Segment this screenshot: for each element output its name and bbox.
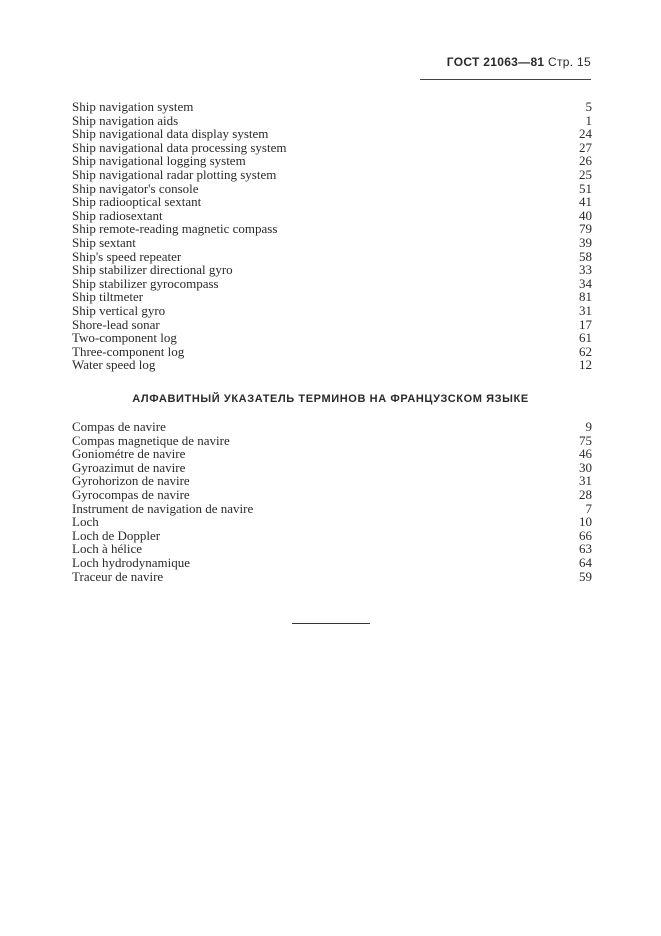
index-entry xyxy=(72,290,592,304)
index-entry xyxy=(72,168,592,182)
index-term: Loch xyxy=(72,514,99,530)
term-number: 79 xyxy=(579,221,592,237)
index-entry xyxy=(72,127,592,141)
term-number: 25 xyxy=(579,166,592,182)
index-term: Loch hydrodynamique xyxy=(72,554,191,570)
term-number: 59 xyxy=(579,568,592,584)
term-number: 40 xyxy=(579,207,592,223)
term-number: 26 xyxy=(579,153,592,169)
term-number: 75 xyxy=(579,432,592,448)
term-number: 1 xyxy=(585,112,592,128)
page-header xyxy=(447,55,591,69)
index-term: Two-component log xyxy=(72,330,177,346)
end-rule xyxy=(292,623,370,624)
french-term-index xyxy=(72,420,592,583)
index-entry xyxy=(72,461,592,475)
index-term: Ship's speed repeater xyxy=(72,248,182,264)
index-term: Gyrocompas de navire xyxy=(72,486,190,502)
index-term: Ship radiosextant xyxy=(72,207,163,223)
index-term: Ship stabilizer gyrocompass xyxy=(72,275,219,291)
index-entry xyxy=(72,447,592,461)
term-number: 64 xyxy=(579,554,592,570)
index-entry xyxy=(72,263,592,277)
index-entry xyxy=(72,358,592,372)
term-number: 61 xyxy=(579,330,592,346)
term-number: 51 xyxy=(579,180,592,196)
term-number: 17 xyxy=(579,316,592,332)
term-number: 33 xyxy=(579,262,592,278)
index-entry xyxy=(72,474,592,488)
term-number: 63 xyxy=(579,541,592,557)
index-term: Gyroazimut de navire xyxy=(72,459,186,475)
index-entry xyxy=(72,331,592,345)
index-entry xyxy=(72,570,592,584)
term-number: 66 xyxy=(579,527,592,543)
page-number: Стр. 15 xyxy=(548,55,591,69)
index-term: Ship radiooptical sextant xyxy=(72,194,202,210)
term-number: 10 xyxy=(579,514,592,530)
index-term: Gyrohorizon de navire xyxy=(72,473,190,489)
index-entry xyxy=(72,154,592,168)
index-term: Ship vertical gyro xyxy=(72,302,166,318)
index-term: Ship navigational data display system xyxy=(72,126,269,142)
term-number: 24 xyxy=(579,126,592,142)
term-number: 7 xyxy=(585,500,592,516)
index-entry xyxy=(72,114,592,128)
term-number: 5 xyxy=(585,99,592,114)
term-number: 39 xyxy=(579,234,592,250)
index-term: Ship stabilizer directional gyro xyxy=(72,262,233,278)
index-term: Ship sextant xyxy=(72,234,136,250)
index-entry xyxy=(72,195,592,209)
term-number: 30 xyxy=(579,459,592,475)
index-entry xyxy=(72,420,592,434)
header-rule xyxy=(420,79,591,80)
term-number: 31 xyxy=(579,473,592,489)
index-entry xyxy=(72,100,592,114)
index-term: Water speed log xyxy=(72,357,156,373)
index-entry xyxy=(72,318,592,332)
index-entry xyxy=(72,556,592,570)
term-number: 27 xyxy=(579,139,592,155)
term-number: 58 xyxy=(579,248,592,264)
index-term: Three-component log xyxy=(72,343,185,359)
term-number: 12 xyxy=(579,357,592,373)
index-term: Compas magnetique de navire xyxy=(72,432,230,448)
index-entry xyxy=(72,502,592,516)
index-term: Ship navigational logging system xyxy=(72,153,246,169)
term-number: 31 xyxy=(579,302,592,318)
index-term: Loch de Doppler xyxy=(72,527,161,543)
index-entry xyxy=(72,529,592,543)
index-entry xyxy=(72,222,592,236)
term-number: 46 xyxy=(579,446,592,462)
term-number: 62 xyxy=(579,343,592,359)
index-entry xyxy=(72,434,592,448)
index-term: Ship navigational radar plotting system xyxy=(72,166,277,182)
french-index-title: АЛФАВИТНЫЙ УКАЗАТЕЛЬ ТЕРМИНОВ НА ФРАНЦУЗСКОМ ЯЗЫКЕ xyxy=(132,393,529,405)
index-term: Ship navigation aids xyxy=(72,112,179,128)
index-entry xyxy=(72,345,592,359)
term-number: 9 xyxy=(585,419,592,434)
english-term-index xyxy=(72,100,592,372)
index-term: Ship navigation system xyxy=(72,99,194,114)
index-entry xyxy=(72,182,592,196)
index-entry xyxy=(72,141,592,155)
index-term: Traceur de navire xyxy=(72,568,164,584)
index-entry xyxy=(72,542,592,556)
term-number: 41 xyxy=(579,194,592,210)
index-term: Ship tiltmeter xyxy=(72,289,144,305)
index-term: Loch à hélice xyxy=(72,541,143,557)
term-number: 34 xyxy=(579,275,592,291)
index-term: Ship remote-reading magnetic compass xyxy=(72,221,278,237)
index-term: Ship navigator's console xyxy=(72,180,199,196)
index-term: Compas de navire xyxy=(72,419,166,434)
term-number: 28 xyxy=(579,486,592,502)
index-entry xyxy=(72,209,592,223)
index-term: Ship navigational data processing system xyxy=(72,139,287,155)
index-entry xyxy=(72,488,592,502)
index-term: Shore-lead sonar xyxy=(72,316,160,332)
index-entry xyxy=(72,277,592,291)
index-term: Instrument de navigation de navire xyxy=(72,500,254,516)
index-entry xyxy=(72,250,592,264)
index-entry xyxy=(72,515,592,529)
standard-number: ГОСТ 21063—81 xyxy=(446,55,545,69)
index-entry xyxy=(72,304,592,318)
index-entry xyxy=(72,236,592,250)
term-number: 81 xyxy=(579,289,592,305)
index-term: Goniométre de navire xyxy=(72,446,186,462)
